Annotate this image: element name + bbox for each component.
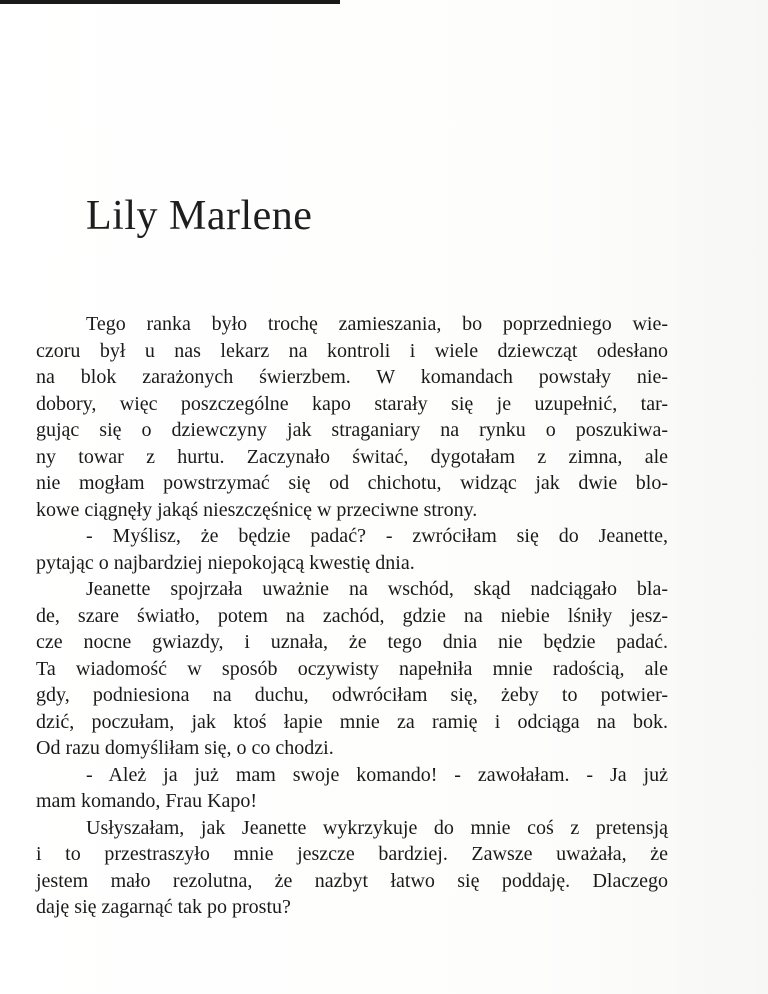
text-line: jestem mało rezolutna, że nazbyt łatwo się poddaję. Dlaczego <box>36 869 668 892</box>
text-line: cze nocne gwiazdy, i uznała, że tego dnia nie będzie padać. <box>36 631 668 653</box>
text-line: - Ależ ja już mam swoje komando! - zawołałam. - Ja już <box>86 763 668 786</box>
text-line: daję się zagarnąć tak po prostu? <box>36 896 291 918</box>
text-line: dobory, więc poszczególne kapo starały się je uzupełnić, tar- <box>36 392 668 415</box>
text-line: de, szare światło, potem na zachód, gdzie na niebie lśniły jesz- <box>36 604 668 627</box>
text-line: ny towar z hurtu. Zaczynało świtać, dygotałam z zimna, ale <box>36 445 668 468</box>
text-line: Od razu domyśliłam się, o co chodzi. <box>36 737 334 759</box>
text-line: i to przestraszyło mnie jeszcze bardziej. Zawsze uważała, że <box>36 843 668 865</box>
text-line: - Myślisz, że będzie padać? - zwróciłam się do Jeanette, <box>86 525 668 547</box>
text-line: gdy, podniesiona na duchu, odwróciłam się, żeby to potwier- <box>36 684 668 706</box>
text-line: mam komando, Frau Kapo! <box>36 790 258 812</box>
text-line: nie mogłam powstrzymać się od chichotu, widząc jak dwie blo- <box>36 472 668 494</box>
text-line: Jeanette spojrzała uważnie na wschód, skąd nadciągało bla- <box>86 578 668 600</box>
text-line: na blok zarażonych świerzbem. W komandach powstały nie- <box>36 366 668 388</box>
text-line: gując się o dziewczyny jak straganiary na rynku o poszukiwa- <box>36 419 668 441</box>
text-line: Tego ranka było trochę zamieszania, bo poprzedniego wie- <box>86 313 668 335</box>
text-line: Ta wiadomość w sposób oczywisty napełniła mnie radością, ale <box>36 657 668 680</box>
chapter-title: Lily Marlene <box>86 193 313 239</box>
text-line: kowe ciągnęły jakąś nieszczęśnicę w przeciwne strony. <box>36 498 478 521</box>
scan-top-edge <box>0 0 340 4</box>
text-line: Usłyszałam, jak Jeanette wykrzykuje do mnie coś z pretensją <box>86 816 668 839</box>
text-line: dzić, poczułam, jak ktoś łapie mnie za ramię i odciąga na bok. <box>36 710 668 733</box>
text-line: pytając o najbardziej niepokojącą kwestię dnia. <box>36 551 415 574</box>
chapter-body-text <box>36 311 668 921</box>
text-line: czoru był u nas lekarz na kontroli i wiele dziewcząt odesłano <box>36 339 668 362</box>
